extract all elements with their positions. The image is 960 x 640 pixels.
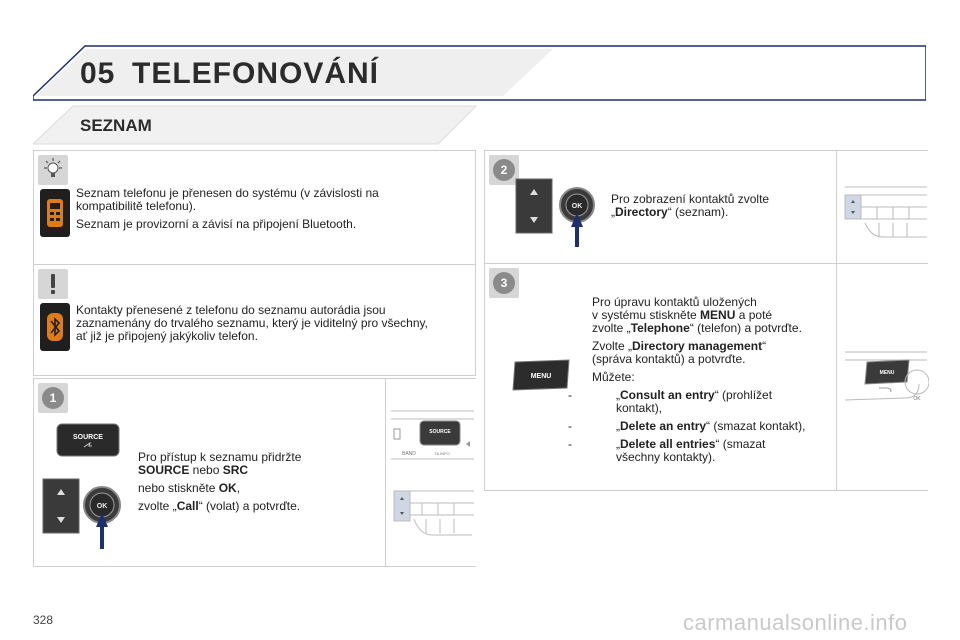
step-3-opt1-line2: kontakt), <box>616 401 663 415</box>
step-3-delete-all-entries: Delete all entries <box>620 437 716 451</box>
radio-ta-info-label: TA INFO <box>434 451 450 456</box>
section-title: SEZNAM <box>80 116 152 135</box>
step-2-text <box>611 193 831 224</box>
watermark: carmanualsonline.info <box>683 610 908 635</box>
menu-button-label: MENU <box>530 373 552 380</box>
step-3-line-2-post: a poté <box>735 308 773 322</box>
warning-text <box>76 304 474 348</box>
step-1-panel <box>33 378 476 567</box>
phone-memory-icon <box>40 189 70 237</box>
step-1-line-2-post: , <box>236 481 241 495</box>
step-2-badge: 2 <box>493 159 515 181</box>
step-3-line-4-post: “ <box>762 339 767 353</box>
step-3-line-3-pre: zvolte „ <box>592 321 631 335</box>
step-3-directory-management: Directory management <box>632 339 763 353</box>
step-3-opt3-pre: „ <box>616 437 620 451</box>
step-3-tile <box>489 268 519 298</box>
bluetooth-icon-tile <box>40 303 70 351</box>
ok-knob-graphic <box>42 477 122 551</box>
ok-knob-label-2: OK <box>571 203 583 210</box>
step-1-text <box>138 451 378 518</box>
step-3-consult-entry: Consult an entry <box>620 388 715 402</box>
exclamation-icon <box>38 269 68 299</box>
step-3-opt2-pre: „ <box>616 419 620 433</box>
step-3-line-2-pre: v systému stiskněte <box>592 308 701 322</box>
radio-band-label: BAND <box>402 451 416 457</box>
exclamation-icon-tile <box>38 269 68 299</box>
step-3-line-5: (správa kontaktů) a potvrďte. <box>592 352 746 366</box>
info-line-2: kompatibilitě telefonu). <box>76 199 197 213</box>
step-1-call: Call <box>176 499 199 513</box>
step-3-line-3-post: “ (telefon) a potvrďte. <box>689 321 802 335</box>
step-1-line-3-post: “ (volat) a potvrďte. <box>198 499 301 513</box>
ok-knob-graphic-2 <box>515 177 595 249</box>
step-3-panel <box>484 263 928 491</box>
chapter-title: TELEFONOVÁNÍ <box>132 57 380 90</box>
step-1-src: SRC <box>222 463 249 477</box>
warning-line-1: Kontakty přenesené z telefonu do seznamu autorádia jsou <box>76 303 386 317</box>
phone-memory-icon-tile <box>40 189 70 237</box>
step-3-opt2-post: “ (smazat kontakt), <box>706 419 806 433</box>
step-3-dash-3: - <box>568 437 572 451</box>
step-2-quote-open: „ <box>611 205 615 219</box>
step-2-panel <box>484 150 928 264</box>
step-3-line-6: Můžete: <box>592 370 635 384</box>
step-2-image-strip <box>836 151 928 263</box>
warning-panel <box>33 264 476 376</box>
info-text <box>76 187 471 236</box>
step-3-dash-2: - <box>568 419 572 433</box>
step-1-line-1: Pro přístup k seznamu přidržte <box>138 450 302 464</box>
bluetooth-icon <box>40 303 70 351</box>
step-3-text <box>568 295 832 469</box>
lightbulb-icon <box>38 155 68 185</box>
step-2-line-2-post: “ (seznam). <box>667 205 729 219</box>
info-panel <box>33 150 476 265</box>
step-1-badge: 1 <box>42 387 64 409</box>
step-1-tile <box>38 383 68 413</box>
radio-panel-illustration <box>386 379 476 565</box>
step-1-line-3-pre: zvolte „ <box>138 499 177 513</box>
step-1-image-strip <box>385 379 476 566</box>
step-3-delete-entry: Delete an entry <box>620 419 707 433</box>
menu-button-graphic <box>511 358 571 392</box>
step-1-nebo: nebo <box>189 463 223 477</box>
step-3-opt3-line2: všechny kontakty). <box>616 450 716 464</box>
step-1-ok: OK <box>218 481 237 495</box>
keypad-illustration <box>837 151 929 263</box>
step-3-option-1 <box>568 388 832 415</box>
step-3-telephone: Telephone <box>630 321 690 335</box>
warning-line-3: ať již je připojený jakýkoliv telefon. <box>76 329 258 343</box>
step-3-menu: MENU <box>700 308 736 322</box>
info-line-1: Seznam telefonu je přenesen do systému (v závislosti na <box>76 186 379 200</box>
step-2-directory: Directory <box>615 205 668 219</box>
source-button-label: SOURCE <box>73 434 103 441</box>
chapter-number: 05 <box>80 57 116 90</box>
page-number: 328 <box>33 613 54 627</box>
step-3-line-4-pre: Zvolte „ <box>592 339 633 353</box>
info-line-3: Seznam je provizorní a závisí na připojení Bluetooth. <box>76 217 357 231</box>
source-button-graphic <box>56 423 120 457</box>
step-1-source: SOURCE <box>138 463 190 477</box>
radio-source-label: SOURCE <box>429 429 451 435</box>
ok-knob-label: OK <box>96 503 108 510</box>
step-3-image-strip <box>836 264 928 490</box>
lightbulb-icon-tile <box>38 155 68 185</box>
warning-line-2: zaznamenány do trvalého seznamu, který je viditelný pro všechny, <box>76 316 428 330</box>
step-2-line-1: Pro zobrazení kontaktů zvolte <box>611 192 770 206</box>
step-3-opt3-post: “ (smazat <box>715 437 766 451</box>
step-3-opt1-pre: „ <box>616 388 620 402</box>
step-3-option-2 <box>568 419 832 433</box>
step-3-badge: 3 <box>493 272 515 294</box>
step-3-dash-1: - <box>568 388 572 402</box>
step-1-line-2-pre: nebo stiskněte <box>138 481 219 495</box>
step-3-opt1-post: “ (prohlížet <box>714 388 773 402</box>
menu-panel-illustration <box>837 264 929 490</box>
menu-panel-label: MENU <box>879 370 895 376</box>
menu-panel-ok-label: OK <box>913 396 921 402</box>
step-3-line-1: Pro úpravu kontaktů uložených <box>592 295 757 309</box>
step-3-option-3 <box>568 437 832 464</box>
